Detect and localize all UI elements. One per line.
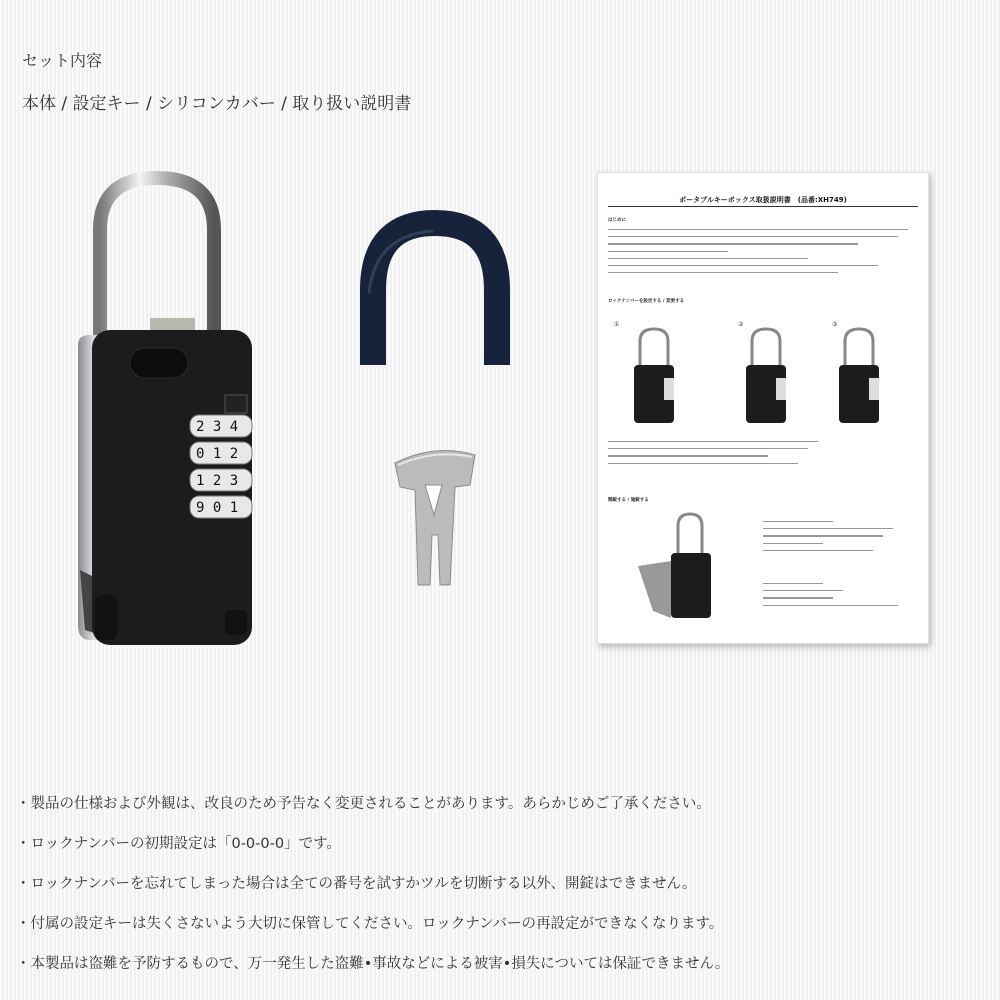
dial-row-3[interactable]: 1 2 3 — [196, 473, 239, 489]
dial-row-4[interactable]: 9 0 1 — [196, 500, 239, 516]
note-1: ・製品の仕様および外観は、改良のため予告なく変更されることがあります。あらかじめご了承ください。 — [16, 796, 711, 812]
note-2: ・ロックナンバーの初期設定は「0-0-0-0」です。 — [16, 836, 341, 852]
dial-row-1[interactable]: 2 3 4 — [196, 419, 239, 435]
manual-lock-illustration — [633, 511, 723, 621]
note-3: ・ロックナンバーを忘れてしまった場合は全ての番号を試すかツルを切断する以外、開錠はできません。 — [16, 876, 697, 892]
note-4: ・付属の設定キーは失くさないよう大切に保管してください。ロックナンバーの再設定ができなくなります。 — [16, 916, 724, 932]
manual-step-3: ③ — [832, 321, 838, 328]
note-5: ・本製品は盗難を予防するもので、万一発生した盗難•事故などによる被害•損失については保証できません。 — [16, 956, 730, 972]
manual-section-setting: ロックナンバーを設定する / 変更する — [608, 299, 685, 304]
manual-section-intro: はじめに — [608, 218, 626, 223]
manual-step-1: ① — [614, 321, 620, 328]
manual-section-lock: 開錠する / 施錠する — [608, 498, 649, 503]
silicone-cover-image — [355, 205, 515, 375]
manual-setting-illustrations — [628, 323, 908, 428]
setting-key-image — [390, 445, 480, 590]
manual-step-2: ② — [738, 321, 744, 328]
key-box-lock-image — [70, 170, 270, 650]
set-contents-list: 本体 / 設定キー / シリコンカバー / 取り扱い説明書 — [22, 94, 412, 114]
manual-title: ポータブルキーボックス取扱説明書 (品番:XH749) — [679, 196, 847, 204]
dial-row-2[interactable]: 0 1 2 — [196, 446, 239, 462]
set-contents-title: セット内容 — [22, 51, 103, 70]
instruction-manual-image — [597, 172, 929, 644]
